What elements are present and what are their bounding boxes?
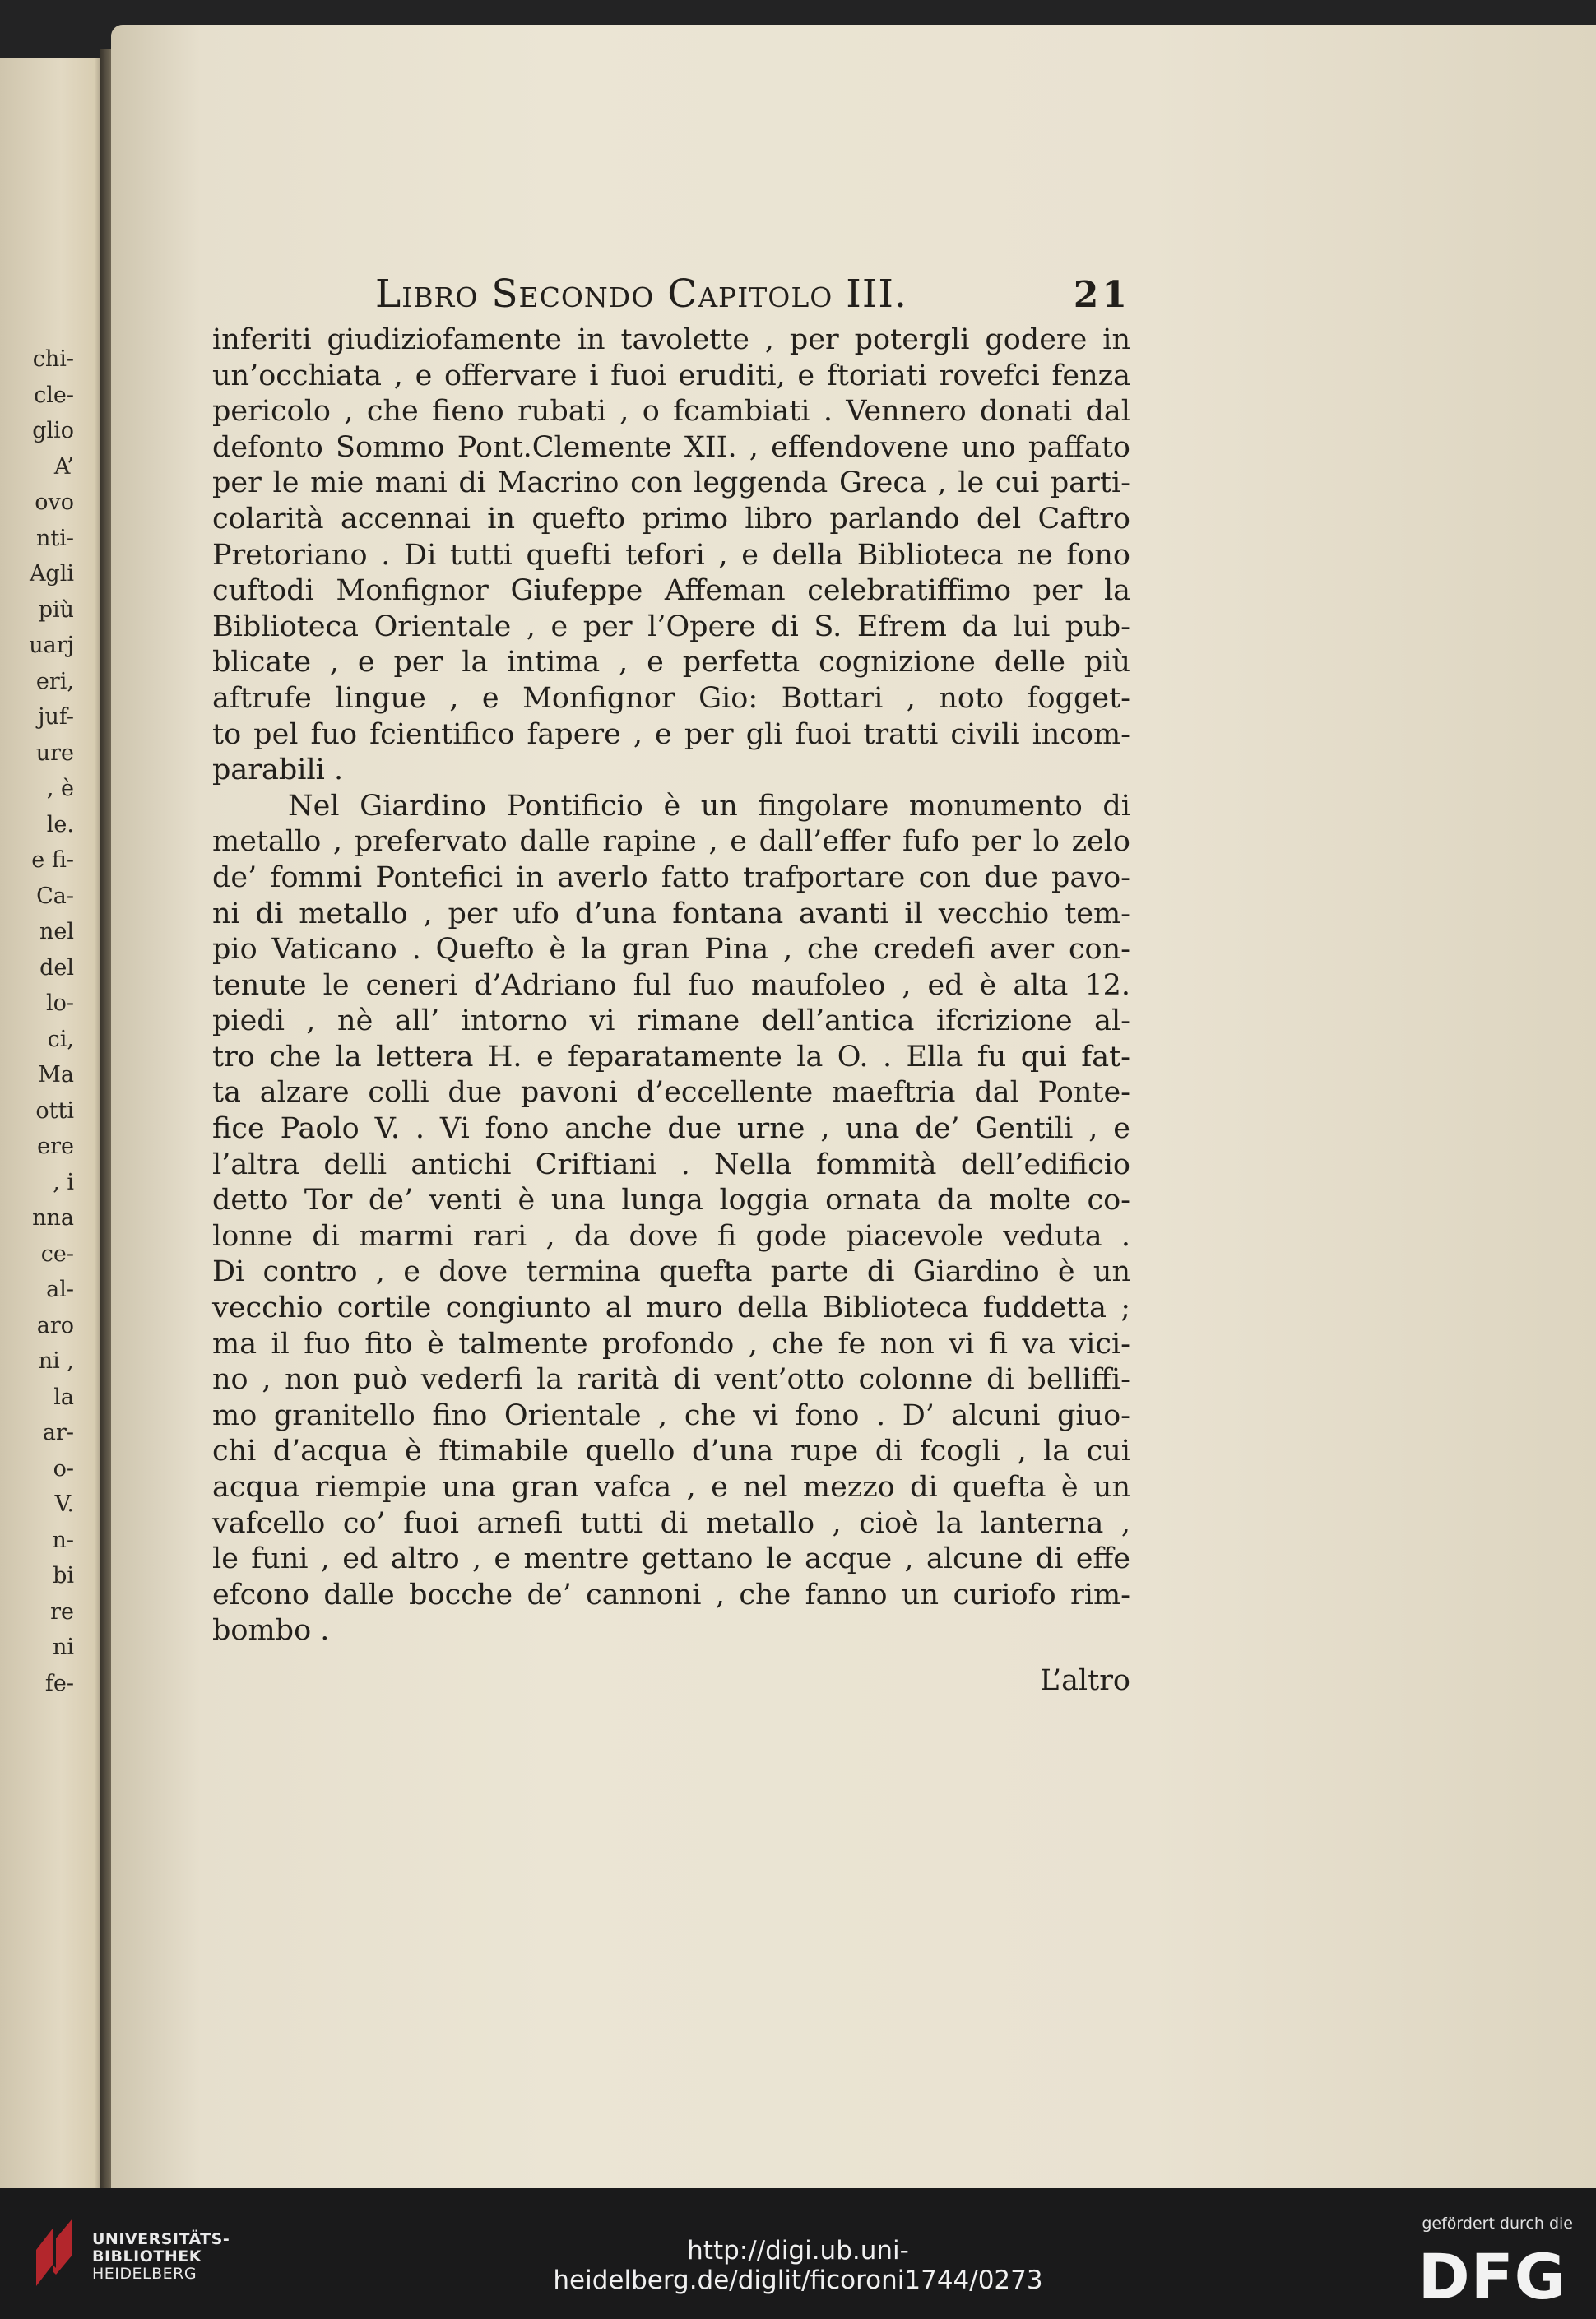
text-line: cuftodi Monfignor Giufeppe Affeman celebratiffimo per la bbox=[212, 574, 1130, 608]
text-line: l’altra delli antichi Criftiani . Nella fommità dell’edificio bbox=[212, 1148, 1130, 1181]
text-line: no , non può vederfi la rarità di vent’otto colonne di belliffi- bbox=[212, 1363, 1130, 1397]
previous-page-fragment: ce- bbox=[40, 1241, 74, 1267]
text-line: vecchio cortile congiunto al muro della Biblioteca fuddetta ; bbox=[212, 1292, 1130, 1325]
previous-page-fragment: , è bbox=[46, 776, 74, 801]
text-line: Di contro , e dove termina quefta parte di Giardino è un bbox=[212, 1255, 1130, 1289]
text-line: per le mie mani di Macrino con leggenda Greca , le cui parti- bbox=[212, 466, 1130, 500]
ub-heidelberg-logo-icon[interactable] bbox=[35, 2217, 82, 2288]
previous-page-fragment: , i bbox=[53, 1169, 74, 1195]
text-line: ma il fuo fito è talmente profondo , che fe non vi fi va vici- bbox=[212, 1327, 1130, 1361]
text-line: Biblioteca Orientale , e per l’Opere di S. Efrem da lui pub- bbox=[212, 610, 1130, 643]
text-line: colarità accennai in quefto primo libro parlando del Caftro bbox=[212, 502, 1130, 536]
text-line: piedi , nè all’ intorno vi rimane dell’antica ifcrizione al- bbox=[212, 1004, 1130, 1038]
previous-page-fragment: eri, bbox=[35, 668, 74, 694]
library-name-line: BIBLIOTHEK bbox=[92, 2247, 202, 2266]
text-line: defonto Sommo Pont.Clemente XII. , effendovene uno paffato bbox=[212, 430, 1130, 464]
previous-page-fragment: Agli bbox=[29, 561, 74, 587]
previous-page-fragment: V. bbox=[54, 1491, 74, 1517]
previous-page-fragment: Ma bbox=[38, 1062, 74, 1088]
previous-page-fragment: glio bbox=[32, 418, 74, 443]
previous-page-fragment: ni bbox=[52, 1635, 74, 1660]
previous-page-fragment: ure bbox=[35, 740, 74, 766]
text-line: tenute le ceneri d’Adriano ful fuo maufoleo , ed è alta 12. bbox=[212, 968, 1130, 1002]
previous-page-fragment: nna bbox=[32, 1205, 74, 1231]
text-line: pericolo , che fieno rubati , o fcambiati . Vennero donati dal bbox=[212, 395, 1130, 429]
previous-page-fragment: ovo bbox=[35, 489, 74, 515]
page-number: 21 bbox=[1073, 274, 1130, 316]
previous-page-fragment: uarj bbox=[29, 633, 74, 658]
dfg-logo[interactable]: DFG bbox=[1417, 2240, 1566, 2313]
footer-banner bbox=[0, 2188, 1596, 2319]
previous-page-fragment: fe- bbox=[44, 1670, 74, 1696]
text-line: fice Paolo V. . Vi fono anche due urne , una de’ Gentili , e bbox=[212, 1112, 1130, 1146]
library-name-line: HEIDELBERG bbox=[92, 2265, 197, 2283]
text-line: Nel Giardino Pontificio è un fingolare monumento di bbox=[288, 789, 1130, 823]
previous-page-fragment: le. bbox=[46, 811, 74, 837]
previous-page-fragment: e fi- bbox=[31, 847, 74, 873]
text-line: pio Vaticano . Quefto è la gran Pina , che credefi aver con- bbox=[212, 933, 1130, 967]
text-line: acqua riempie una gran vafca , e nel mezzo di quefta è un bbox=[212, 1471, 1130, 1504]
previous-page-fragment: re bbox=[50, 1598, 74, 1625]
library-name[interactable] bbox=[92, 2231, 230, 2283]
previous-page-fragment: juf- bbox=[38, 704, 74, 730]
previous-page-margin-text bbox=[3, 341, 74, 1904]
previous-page-fragment: del bbox=[39, 954, 74, 981]
text-line: lonne di marmi rari , da dove fi gode piacevole veduta . bbox=[212, 1219, 1130, 1253]
text-line: aftrufe lingue , e Monfignor Gio: Bottari , noto fogget- bbox=[212, 681, 1130, 715]
catchword: L’altro bbox=[1040, 1663, 1130, 1697]
previous-page-fragment: Ca- bbox=[36, 883, 74, 909]
paragraph-1 bbox=[212, 322, 1130, 789]
previous-page-fragment: la bbox=[53, 1384, 74, 1410]
running-title: Libro Secondo Capitolo III. bbox=[375, 271, 907, 317]
text-line: ta alzare colli due pavoni d’eccellente maeftria dal Ponte- bbox=[212, 1076, 1130, 1110]
funded-by-label: gefördert durch die bbox=[1422, 2215, 1573, 2233]
text-line: parabili . bbox=[212, 754, 344, 787]
previous-page-fragment: nel bbox=[39, 919, 74, 944]
library-name-line: UNIVERSITÄTS- bbox=[92, 2230, 230, 2248]
previous-page-fragment: A’ bbox=[53, 453, 74, 480]
previous-page-fragment: ere bbox=[37, 1134, 74, 1159]
previous-page-fragment: o- bbox=[53, 1455, 74, 1482]
previous-page-edge bbox=[0, 58, 111, 2188]
running-head bbox=[375, 271, 1130, 317]
text-line: inferiti giudiziofamente in tavolette , per potergli godere in bbox=[212, 323, 1130, 356]
previous-page-fragment: ar- bbox=[42, 1420, 74, 1445]
previous-page-fragment: aro bbox=[36, 1312, 74, 1338]
text-line: le funi , ed altro , e mentre gettano le acque , alcune di effe bbox=[212, 1542, 1130, 1576]
previous-page-fragment: n- bbox=[52, 1527, 74, 1553]
previous-page-fragment: ci, bbox=[47, 1026, 74, 1052]
text-line: metallo , prefervato dalle rapine , e dall’effer fufo per lo zelo bbox=[212, 825, 1130, 859]
text-line: un’occhiata , e offervare i fuoi eruditi, e ftoriati rovefci fenza bbox=[212, 359, 1130, 392]
previous-page-fragment: nti- bbox=[36, 525, 74, 551]
text-line: to pel fuo fcientifico fapere , e per gli fuoi tratti civili incom- bbox=[212, 717, 1130, 751]
text-line: vafcello co’ fuoi arnefi tutti di metallo , cioè la lanterna , bbox=[212, 1506, 1130, 1540]
text-line: blicate , e per la intima , e perfetta cognizione delle più bbox=[212, 646, 1130, 679]
text-line: chi d’acqua è ftimabile quello d’una rupe di fcogli , la cui bbox=[212, 1435, 1130, 1468]
text-line: mo granitello fino Orientale , che vi fono . D’ alcuni giuo- bbox=[212, 1398, 1130, 1432]
previous-page-fragment: più bbox=[38, 596, 74, 623]
previous-page-fragment: lo- bbox=[45, 990, 74, 1016]
previous-page-fragment: bi bbox=[53, 1563, 74, 1589]
previous-page-fragment: ni , bbox=[38, 1348, 74, 1374]
previous-page-fragment: chi- bbox=[32, 346, 74, 372]
text-line: Pretoriano . Di tutti quefti tefori , e della Biblioteca ne fono bbox=[212, 538, 1130, 572]
page-text-block bbox=[212, 271, 1130, 1699]
text-line: ni di metallo , per ufo d’una fontana avanti il vecchio tem- bbox=[212, 897, 1130, 930]
text-line: bombo . bbox=[212, 1614, 330, 1648]
text-line: detto Tor de’ venti è una lunga loggia ornata da molte co- bbox=[212, 1184, 1130, 1217]
previous-page-fragment: cle- bbox=[34, 382, 74, 408]
text-line: tro che la lettera H. e feparatamente la O. . Ella fu qui fat- bbox=[212, 1040, 1130, 1074]
previous-page-fragment: otti bbox=[35, 1097, 74, 1124]
permalink-url[interactable]: http://digi.ub.uni-heidelberg.de/diglit/ficoroni1744/0273 bbox=[553, 2236, 1043, 2295]
text-line: de’ fommi Pontefici in averlo fatto trafportare con due pavo- bbox=[212, 860, 1130, 894]
paragraph-2 bbox=[212, 789, 1130, 1649]
previous-page-fragment: al- bbox=[46, 1277, 74, 1302]
text-line: efcono dalle bocche de’ cannoni , che fanno un curiofo rim- bbox=[212, 1578, 1130, 1612]
